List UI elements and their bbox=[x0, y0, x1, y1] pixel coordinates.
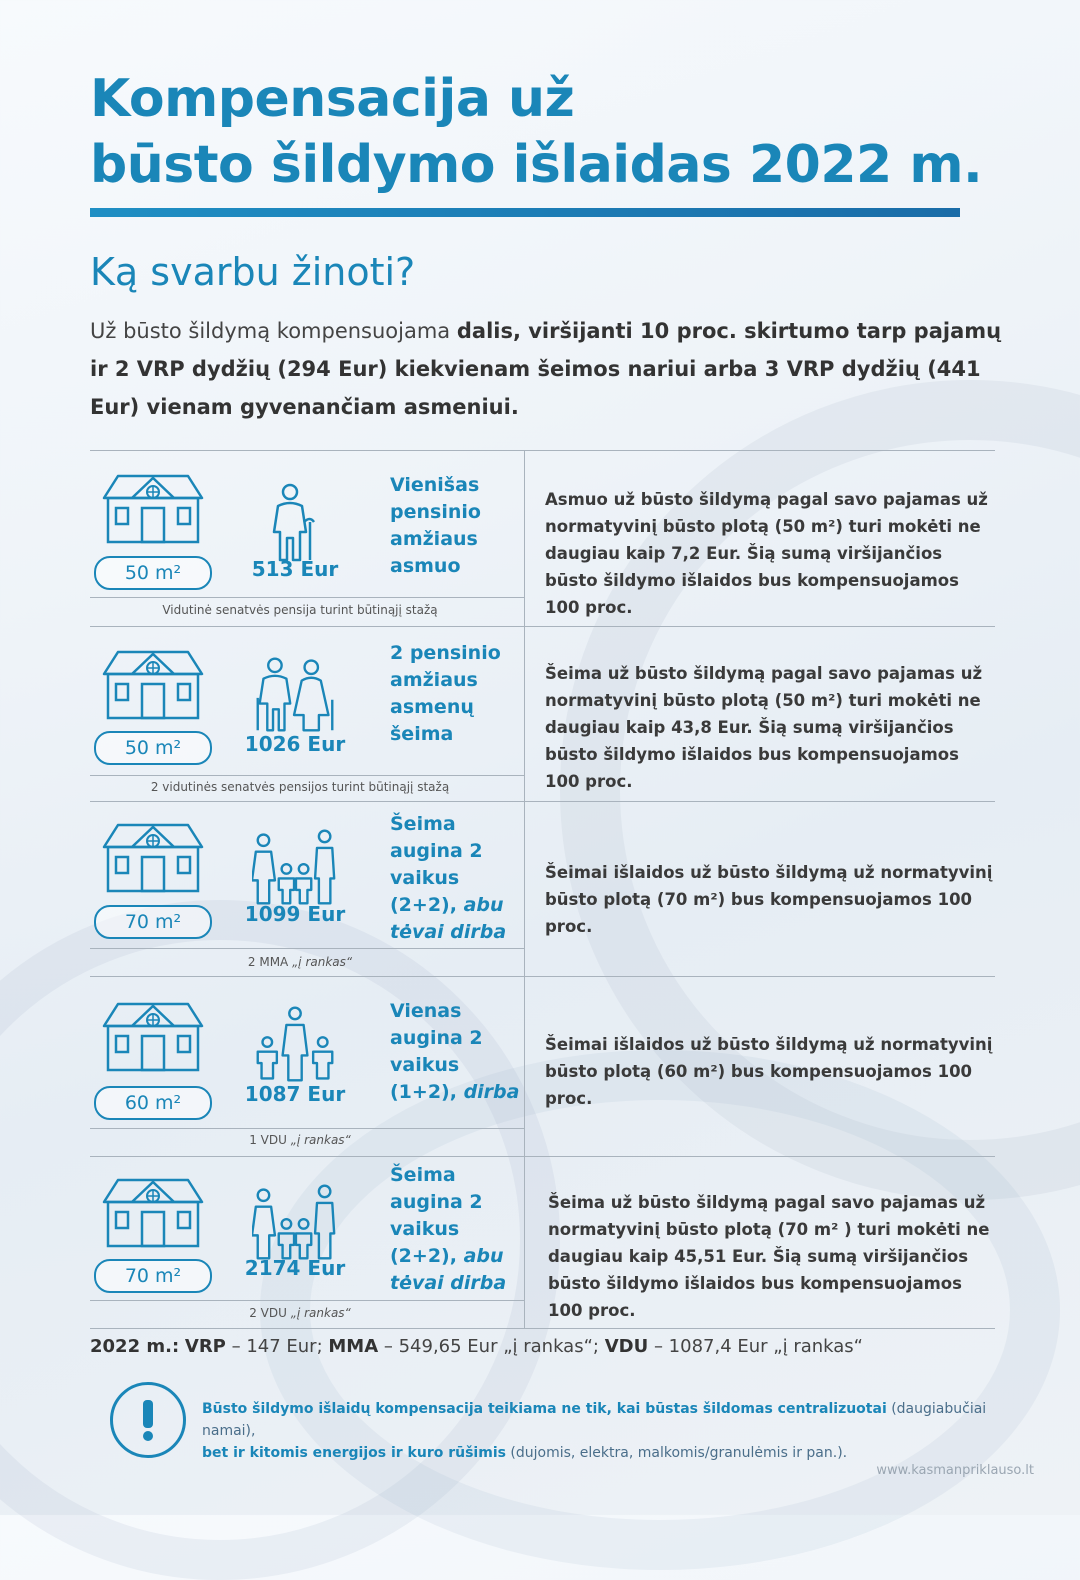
mma-value: – 549,65 Eur „į rankas“; bbox=[378, 1336, 605, 1357]
elderly-couple-icon bbox=[252, 654, 338, 734]
description-line: Šeima bbox=[390, 813, 456, 835]
income-amount: 1099 Eur bbox=[244, 902, 346, 926]
table-row bbox=[90, 1156, 995, 1328]
vdu-value: – 1087,4 Eur „į rankas“ bbox=[648, 1336, 863, 1357]
table-divider bbox=[90, 1328, 995, 1329]
house-icon bbox=[98, 1000, 208, 1072]
compensation-text: Šeima už būsto šildymą pagal savo pajamas už normatyvinį būsto plotą (70 m² ) turi mokėti ne daugiau kaip 45,51 Eur. Šią sumą viršijančios būsto šildymo išlaidos bus kompensuojamos 100 proc. bbox=[548, 1193, 990, 1320]
area-badge: 50 m² bbox=[94, 731, 212, 765]
table-row bbox=[90, 801, 995, 976]
exclamation-icon bbox=[110, 1382, 186, 1458]
income-note bbox=[90, 1133, 510, 1147]
description-line-part: (2+2), bbox=[390, 894, 457, 916]
compensation-text: Asmuo už būsto šildymą pagal savo pajamas už normatyvinį būsto plotą (50 m²) turi mokėti ne daugiau kaip 7,2 Eur. Šią sumą viršijančios būsto šildymo išlaidos bus kompensuojamos 100 proc. bbox=[545, 490, 988, 617]
description-line-part: (1+2), bbox=[390, 1081, 457, 1103]
vrp-label: VRP bbox=[184, 1336, 226, 1357]
intro-plain: Už būsto šildymą kompensuojama bbox=[90, 319, 457, 343]
table-row bbox=[90, 626, 995, 801]
compensation-text: Šeimai išlaidos už būsto šildymą už normatyvinį būsto plotą (60 m²) bus kompensuojamos 100 proc. bbox=[545, 1035, 993, 1108]
income-amount: 2174 Eur bbox=[244, 1256, 346, 1280]
note-italic: „į rankas“ bbox=[292, 955, 353, 969]
description-line: asmenų bbox=[390, 696, 474, 718]
note-text: 2 MMA bbox=[247, 955, 293, 969]
description-line: Vienas bbox=[390, 1000, 462, 1022]
household-description bbox=[390, 998, 520, 1106]
area-badge: 60 m² bbox=[94, 1086, 212, 1120]
alert-bold: Būsto šildymo išlaidų kompensacija teikiama ne tik, kai būstas šildomas centralizuotai bbox=[202, 1401, 887, 1417]
note-italic: „į rankas“ bbox=[290, 1133, 351, 1147]
description-line: amžiaus bbox=[390, 528, 478, 550]
description-line: vaikus bbox=[390, 1054, 460, 1076]
description-line: Šeima bbox=[390, 1164, 456, 1186]
alert-bold: bet ir kitomis energijos ir kuro rūšimis bbox=[202, 1445, 506, 1461]
description-line: asmuo bbox=[390, 555, 461, 577]
description-line: 2 pensinio bbox=[390, 642, 501, 664]
alert-plain: (daugiabučiai namai), bbox=[202, 1401, 987, 1439]
intro-bold: dalis, viršijanti 10 proc. skirtumo tarp pajamų ir 2 VRP dydžių (294 Eur) kiekvienam šeimos nariui arba 3 VRP dydžių (441 Eur) vienam gyvenančiam asmeniui. bbox=[90, 319, 1002, 419]
income-note bbox=[90, 955, 510, 969]
alert-line bbox=[202, 1442, 1022, 1464]
note-italic: „į rankas“ bbox=[290, 1306, 351, 1320]
note-text: Vidutinė senatvės pensija turint būtinąjį stažą bbox=[162, 603, 438, 617]
description-line-part: (2+2), bbox=[390, 1245, 457, 1267]
title-line-1: Kompensacija už bbox=[90, 69, 575, 129]
description-line bbox=[390, 1079, 520, 1106]
description-line: Vienišas bbox=[390, 474, 480, 496]
area-badge: 50 m² bbox=[94, 556, 212, 590]
description-line: vaikus bbox=[390, 867, 460, 889]
household-description bbox=[390, 472, 520, 580]
description-line: pensinio bbox=[390, 501, 481, 523]
house-icon bbox=[98, 1176, 208, 1248]
description-line bbox=[390, 892, 520, 946]
intro-paragraph bbox=[90, 312, 1010, 426]
house-icon bbox=[98, 648, 208, 720]
household-description bbox=[390, 811, 520, 946]
title-line-2: būsto šildymo išlaidas 2022 m. bbox=[90, 135, 983, 195]
description-italic: abu tėvai dirba bbox=[390, 1245, 507, 1294]
title-underline bbox=[90, 208, 960, 217]
house-icon bbox=[98, 821, 208, 893]
description-italic: dirba bbox=[456, 1081, 520, 1103]
note-text: 2 vidutinės senatvės pensijos turint būtinąjį stažą bbox=[150, 780, 450, 794]
income-amount: 513 Eur bbox=[251, 557, 339, 581]
description-line bbox=[390, 1243, 520, 1297]
area-badge: 70 m² bbox=[94, 1259, 212, 1293]
table-row bbox=[90, 450, 995, 626]
note-text: 1 VDU bbox=[249, 1133, 291, 1147]
household-description bbox=[390, 1162, 520, 1297]
family-two-parents-icon bbox=[252, 1182, 338, 1262]
compensation-text: Šeimai išlaidos už būsto šildymą už normatyvinį būsto plotą (70 m²) bus kompensuojamos 100 proc. bbox=[545, 863, 993, 936]
income-note bbox=[90, 1306, 510, 1320]
household-description bbox=[390, 640, 520, 748]
elderly-person-icon bbox=[260, 482, 332, 562]
compensation-text: Šeima už būsto šildymą pagal savo pajamas už normatyvinį būsto plotą (50 m²) turi mokėti ne daugiau kaip 43,8 Eur. Šią sumą viršijančios būsto šildymo išlaidos bus kompensuojamos 100 proc. bbox=[545, 664, 983, 791]
table-row bbox=[90, 976, 995, 1156]
area-badge: 70 m² bbox=[94, 905, 212, 939]
description-line: vaikus bbox=[390, 1218, 460, 1240]
description-line: šeima bbox=[390, 723, 454, 745]
income-amount: 1087 Eur bbox=[244, 1082, 346, 1106]
year-label: 2022 m.: bbox=[90, 1336, 180, 1357]
page-title bbox=[90, 66, 1010, 198]
single-parent-family-icon bbox=[252, 1004, 338, 1084]
description-line: augina 2 bbox=[390, 840, 483, 862]
income-note bbox=[90, 603, 510, 617]
vrp-value: – 147 Eur; bbox=[225, 1336, 329, 1357]
description-line: augina 2 bbox=[390, 1027, 483, 1049]
description-italic: abu tėvai dirba bbox=[390, 894, 507, 943]
description-line: amžiaus bbox=[390, 669, 478, 691]
house-icon bbox=[98, 472, 208, 544]
description-line: augina 2 bbox=[390, 1191, 483, 1213]
vdu-label: VDU bbox=[604, 1336, 649, 1357]
alert-line bbox=[202, 1398, 1022, 1442]
website-link[interactable]: www.kasmanpriklauso.lt bbox=[876, 1463, 1034, 1478]
note-text: 2 VDU bbox=[249, 1306, 291, 1320]
reference-values bbox=[90, 1336, 863, 1357]
income-amount: 1026 Eur bbox=[244, 732, 346, 756]
mma-label: MMA bbox=[328, 1336, 379, 1357]
family-two-parents-icon bbox=[252, 827, 338, 907]
income-note bbox=[90, 780, 510, 794]
alert-note bbox=[202, 1398, 1022, 1464]
subtitle: Ką svarbu žinoti? bbox=[90, 250, 416, 294]
alert-plain: (dujomis, elektra, malkomis/granulėmis ir pan.). bbox=[505, 1445, 848, 1461]
